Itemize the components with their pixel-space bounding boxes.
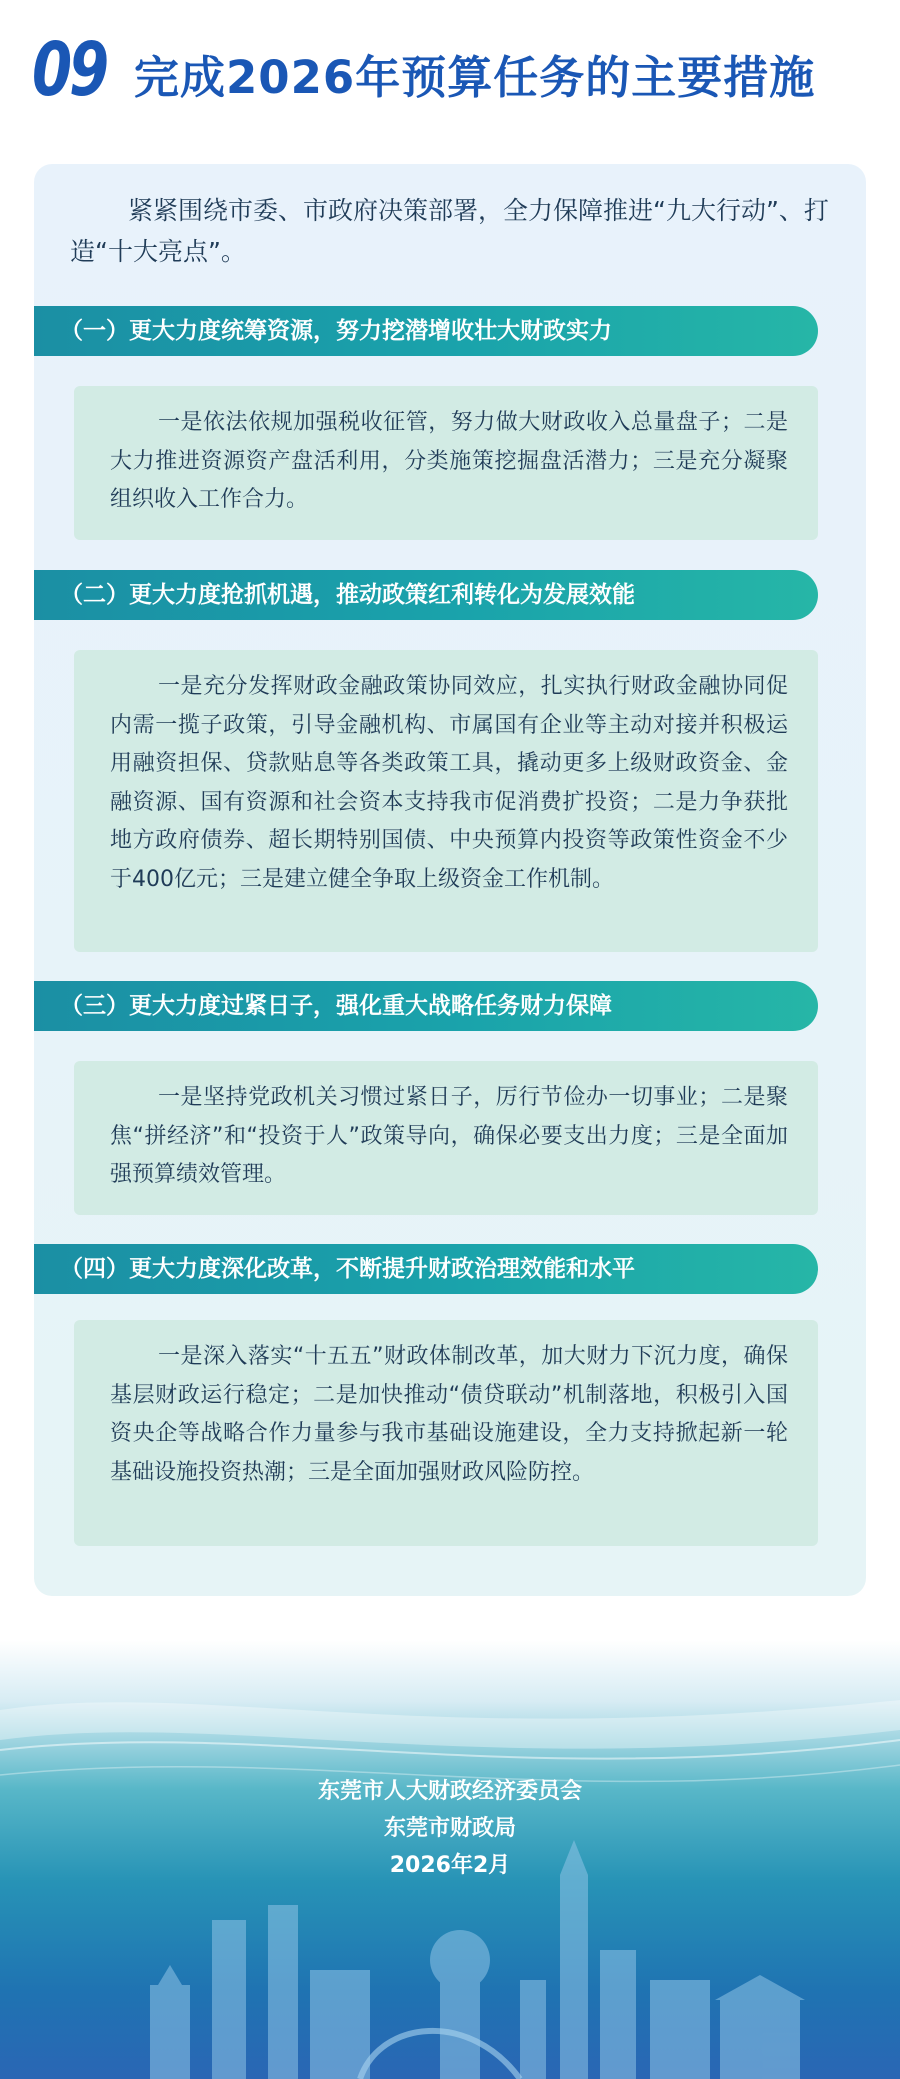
section-number: 09 bbox=[32, 27, 107, 113]
intro-paragraph: 紧紧围绕市委、市政府决策部署，全力保障推进“九大行动”、打造“十大亮点”。 bbox=[70, 196, 829, 266]
section-body-1 bbox=[74, 386, 818, 540]
section-body-text: 一是充分发挥财政金融政策协同效应，扎实执行财政金融协同促内需一揽子政策，引导金融机构、市属国有企业等主动对接并积极运用融资担保、贷款贴息等各类政策工具，撬动更多上级财政资金、金融资源、国有资源和社会资本支持我市促消费扩投资；二是力争获批地方政府债券、超长期特别国债、中央预算内投资等政策性资金不少于400亿元；三是建立健全争取上级资金工作机制。 bbox=[110, 674, 788, 892]
section-heading-4 bbox=[34, 1244, 818, 1294]
footer-banner bbox=[0, 1640, 900, 2079]
section-heading-text: （三）更大力度过紧日子，强化重大战略任务财力保障 bbox=[60, 993, 612, 1019]
section-heading-text: （四）更大力度深化改革，不断提升财政治理效能和水平 bbox=[60, 1256, 635, 1282]
footer-org-2: 东莞市财政局 bbox=[383, 1816, 516, 1841]
section-body-4 bbox=[74, 1320, 818, 1546]
section-body-text: 一是坚持党政机关习惯过紧日子，厉行节俭办一切事业；二是聚焦“拼经济”和“投资于人”政策导向，确保必要支出力度；三是全面加强预算绩效管理。 bbox=[110, 1085, 788, 1187]
page-header bbox=[0, 0, 900, 150]
section-body-2 bbox=[74, 650, 818, 952]
section-heading-text: （一）更大力度统筹资源，努力挖潜增收壮大财政实力 bbox=[60, 318, 612, 344]
section-body-text: 一是深入落实“十五五”财政体制改革，加大财力下沉力度，确保基层财政运行稳定；二是加快推动“债贷联动”机制落地，积极引入国资央企等战略合作力量参与我市基础设施建设，全力支持掀起新一轮基础设施投资热潮；三是全面加强财政风险防控。 bbox=[110, 1344, 788, 1485]
section-heading-text: （二）更大力度抢抓机遇，推动政策红利转化为发展效能 bbox=[60, 582, 635, 608]
section-heading-1 bbox=[34, 306, 818, 356]
page-title: 完成2026年预算任务的主要措施 bbox=[134, 51, 816, 104]
section-heading-2 bbox=[34, 570, 818, 620]
section-body-text: 一是依法依规加强税收征管，努力做大财政收入总量盘子；二是大力推进资源资产盘活利用，分类施策挖掘盘活潜力；三是充分凝聚组织收入工作合力。 bbox=[110, 410, 788, 512]
section-body-3 bbox=[74, 1061, 818, 1215]
footer-org-1: 东莞市人大财政经济委员会 bbox=[317, 1779, 582, 1804]
section-heading-3 bbox=[34, 981, 818, 1031]
footer-date: 2026年2月 bbox=[389, 1853, 511, 1878]
